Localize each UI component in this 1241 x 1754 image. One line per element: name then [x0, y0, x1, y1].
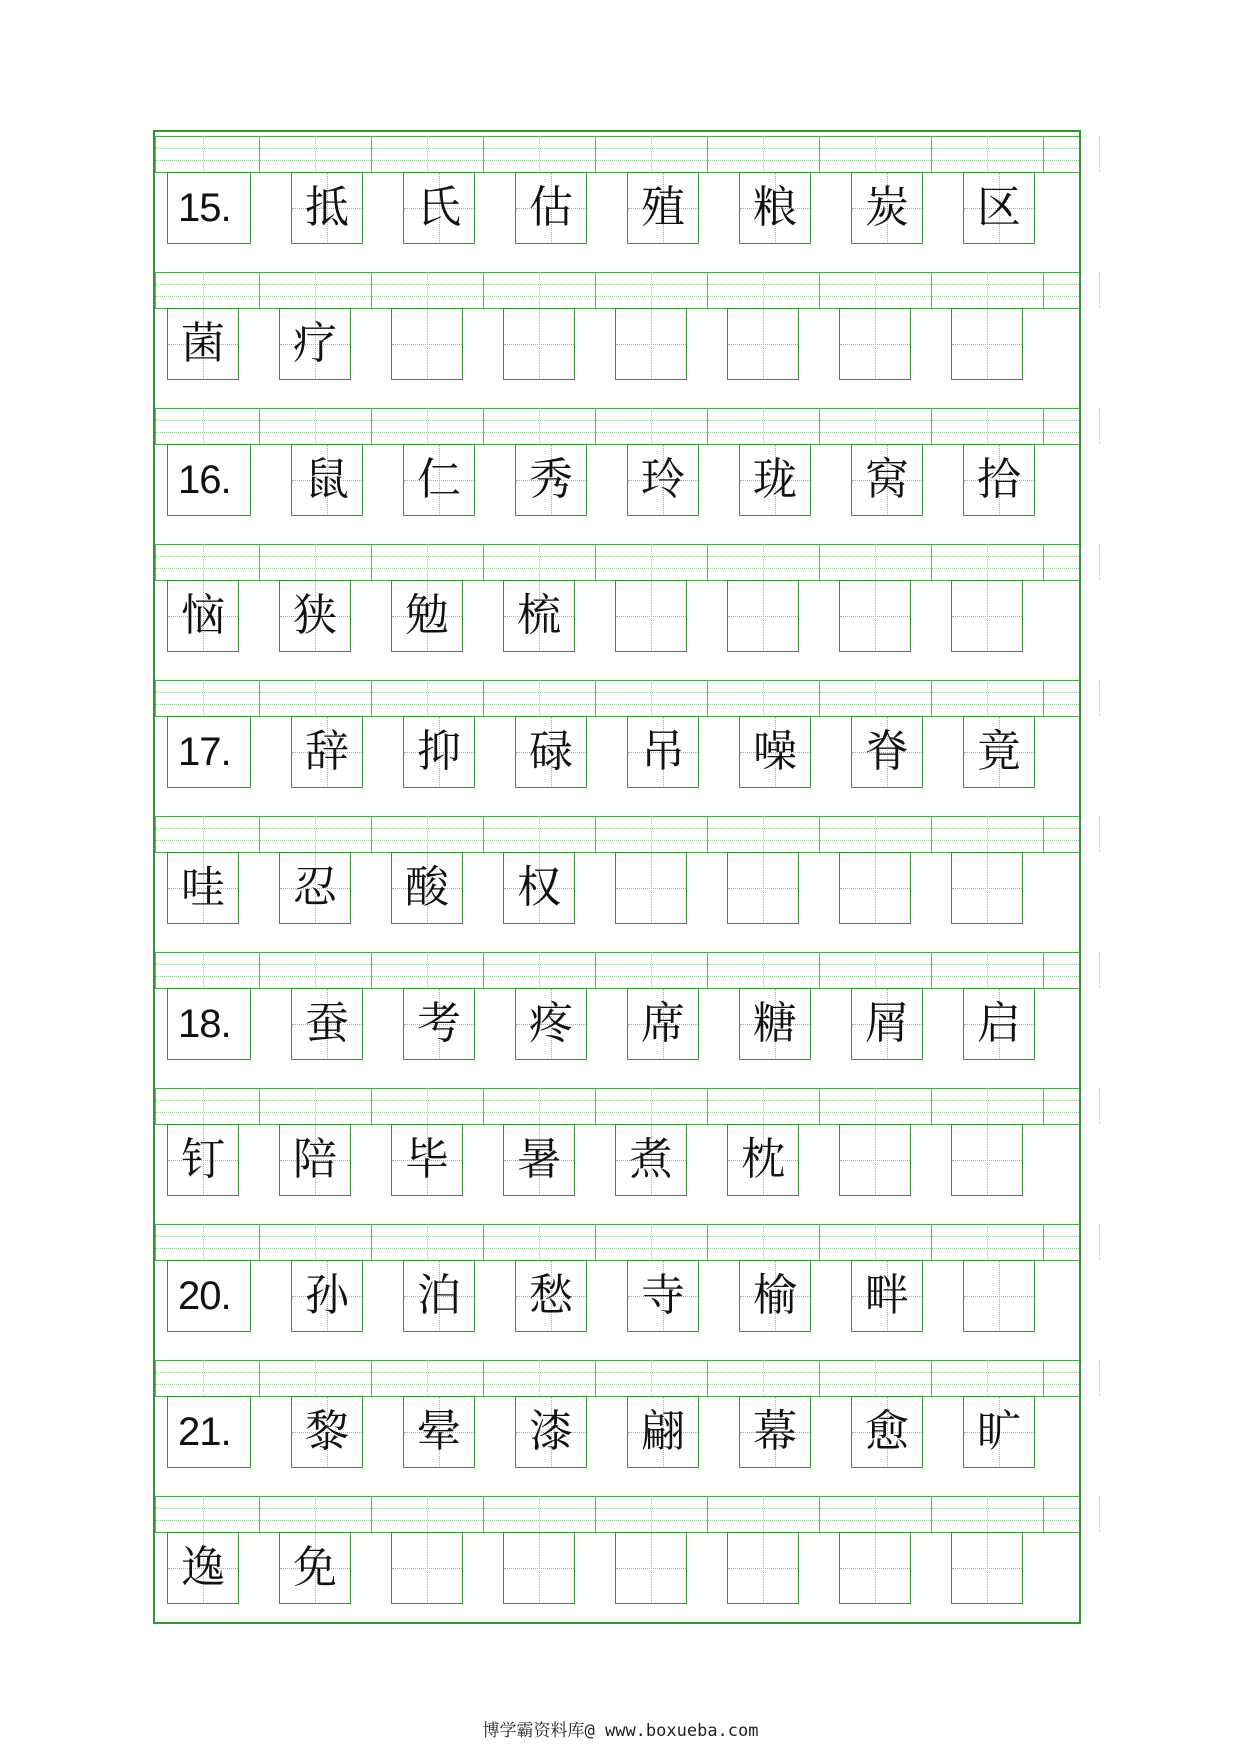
writing-row-group — [155, 1496, 1079, 1604]
empty-cell — [503, 1532, 575, 1604]
practice-character: 疼 — [529, 998, 573, 1049]
practice-character: 鼠 — [305, 454, 349, 505]
practice-character: 畔 — [865, 1270, 909, 1321]
character-cell — [403, 444, 475, 516]
practice-character: 恼 — [181, 590, 225, 641]
character-cell — [851, 1260, 923, 1332]
character-cell — [391, 852, 463, 924]
practice-character: 枕 — [741, 1134, 785, 1185]
practice-character: 噪 — [753, 726, 797, 777]
practice-character: 糖 — [753, 998, 797, 1049]
practice-character: 暑 — [517, 1134, 561, 1185]
practice-character: 脊 — [865, 726, 909, 777]
empty-cell — [615, 1532, 687, 1604]
character-cell — [963, 716, 1035, 788]
empty-cell — [839, 852, 911, 924]
empty-cell — [391, 308, 463, 380]
row-number: 15. — [178, 186, 231, 230]
practice-character: 粮 — [753, 182, 797, 233]
practice-character: 幕 — [753, 1406, 797, 1457]
character-cell — [515, 1396, 587, 1468]
character-cell — [963, 444, 1035, 516]
character-cell — [279, 308, 351, 380]
practice-character: 梳 — [517, 590, 561, 641]
practice-grid-sheet — [153, 130, 1081, 1624]
practice-character: 竟 — [977, 726, 1021, 777]
practice-character: 菌 — [181, 318, 225, 369]
character-cell — [627, 1260, 699, 1332]
character-row — [155, 1260, 1079, 1332]
practice-character: 玲 — [641, 454, 685, 505]
practice-character: 煮 — [629, 1134, 673, 1185]
practice-character: 钉 — [181, 1134, 225, 1185]
character-cell — [515, 716, 587, 788]
character-cell — [503, 852, 575, 924]
practice-character: 愈 — [865, 1406, 909, 1457]
character-row — [155, 444, 1079, 516]
empty-cell — [951, 1532, 1023, 1604]
practice-character: 屑 — [865, 998, 909, 1049]
writing-row-group — [155, 952, 1079, 1060]
writing-row-group — [155, 680, 1079, 788]
row-number-cell — [167, 444, 251, 516]
practice-character: 疗 — [293, 318, 337, 369]
empty-cell — [963, 1260, 1035, 1332]
empty-cell — [839, 1124, 911, 1196]
practice-character: 翩 — [641, 1406, 685, 1457]
empty-cell — [951, 852, 1023, 924]
character-cell — [963, 1396, 1035, 1468]
character-cell — [515, 1260, 587, 1332]
empty-cell — [839, 308, 911, 380]
practice-character: 忍 — [293, 862, 337, 913]
practice-character: 炭 — [865, 182, 909, 233]
character-row — [155, 716, 1079, 788]
practice-character: 启 — [977, 998, 1021, 1049]
empty-cell — [839, 1532, 911, 1604]
pinyin-band — [155, 952, 1079, 988]
character-cell — [403, 988, 475, 1060]
practice-character: 逸 — [181, 1542, 225, 1593]
character-cell — [291, 1396, 363, 1468]
character-cell — [503, 580, 575, 652]
practice-character: 抑 — [417, 726, 461, 777]
pinyin-band — [155, 1088, 1079, 1124]
character-cell — [627, 172, 699, 244]
row-number-cell — [167, 988, 251, 1060]
character-cell — [403, 1260, 475, 1332]
character-cell — [515, 988, 587, 1060]
character-row — [155, 988, 1079, 1060]
character-cell — [627, 716, 699, 788]
character-cell — [279, 580, 351, 652]
character-cell — [403, 172, 475, 244]
practice-character: 辞 — [305, 726, 349, 777]
character-cell — [167, 852, 239, 924]
pinyin-band — [155, 1360, 1079, 1396]
practice-character: 珑 — [753, 454, 797, 505]
empty-cell — [615, 852, 687, 924]
character-cell — [291, 716, 363, 788]
practice-character: 勉 — [405, 590, 449, 641]
practice-character: 殖 — [641, 182, 685, 233]
writing-row-group — [155, 408, 1079, 516]
practice-character: 免 — [293, 1542, 337, 1593]
empty-cell — [951, 580, 1023, 652]
pinyin-band — [155, 136, 1079, 172]
practice-character: 旷 — [977, 1406, 1021, 1457]
character-cell — [279, 1532, 351, 1604]
empty-cell — [839, 580, 911, 652]
writing-row-group — [155, 544, 1079, 652]
character-cell — [739, 716, 811, 788]
row-number-cell — [167, 1396, 251, 1468]
empty-cell — [615, 580, 687, 652]
character-cell — [391, 580, 463, 652]
character-cell — [167, 1124, 239, 1196]
page-footer: 博学霸资料库@ www.boxueba.com — [482, 1721, 759, 1741]
practice-character: 权 — [517, 862, 561, 913]
practice-character: 拾 — [977, 454, 1021, 505]
character-cell — [851, 716, 923, 788]
pinyin-band — [155, 272, 1079, 308]
practice-character: 泊 — [417, 1270, 461, 1321]
character-cell — [963, 172, 1035, 244]
character-row — [155, 1396, 1079, 1468]
character-cell — [851, 444, 923, 516]
pinyin-band — [155, 680, 1079, 716]
writing-row-group — [155, 1088, 1079, 1196]
empty-cell — [951, 1124, 1023, 1196]
character-cell — [291, 988, 363, 1060]
character-cell — [739, 1396, 811, 1468]
practice-character: 漆 — [529, 1406, 573, 1457]
character-cell — [851, 988, 923, 1060]
practice-character: 榆 — [753, 1270, 797, 1321]
practice-character: 考 — [417, 998, 461, 1049]
character-cell — [279, 852, 351, 924]
character-cell — [403, 1396, 475, 1468]
character-row — [155, 852, 1079, 924]
pinyin-band — [155, 1496, 1079, 1532]
row-number-cell — [167, 1260, 251, 1332]
pinyin-band — [155, 544, 1079, 580]
character-cell — [615, 1124, 687, 1196]
empty-cell — [503, 308, 575, 380]
writing-row-group — [155, 1360, 1079, 1468]
practice-character: 席 — [641, 998, 685, 1049]
character-cell — [291, 444, 363, 516]
practice-character: 愁 — [529, 1270, 573, 1321]
practice-character: 氏 — [417, 182, 461, 233]
practice-character: 孙 — [305, 1270, 349, 1321]
empty-cell — [615, 308, 687, 380]
character-cell — [167, 580, 239, 652]
practice-character: 晕 — [417, 1406, 461, 1457]
row-number: 21. — [178, 1410, 231, 1454]
practice-character: 陪 — [293, 1134, 337, 1185]
row-number-cell — [167, 172, 251, 244]
practice-character: 区 — [977, 182, 1021, 233]
practice-character: 酸 — [405, 862, 449, 913]
writing-row-group — [155, 1224, 1079, 1332]
character-cell — [291, 1260, 363, 1332]
character-cell — [739, 444, 811, 516]
character-cell — [727, 1124, 799, 1196]
practice-character: 狭 — [293, 590, 337, 641]
character-cell — [403, 716, 475, 788]
empty-cell — [951, 308, 1023, 380]
empty-cell — [727, 852, 799, 924]
character-row — [155, 1124, 1079, 1196]
practice-character: 寺 — [641, 1270, 685, 1321]
practice-character: 抵 — [305, 182, 349, 233]
pinyin-band — [155, 1224, 1079, 1260]
practice-character: 毕 — [405, 1134, 449, 1185]
empty-cell — [727, 308, 799, 380]
row-number: 16. — [178, 458, 231, 502]
character-cell — [627, 444, 699, 516]
character-row — [155, 580, 1079, 652]
empty-cell — [727, 580, 799, 652]
character-row — [155, 172, 1079, 244]
character-row — [155, 308, 1079, 380]
practice-character: 仁 — [417, 454, 461, 505]
writing-row-group — [155, 136, 1079, 244]
character-cell — [851, 1396, 923, 1468]
character-cell — [515, 172, 587, 244]
practice-character: 窝 — [865, 454, 909, 505]
character-row — [155, 1532, 1079, 1604]
empty-cell — [391, 1532, 463, 1604]
character-cell — [963, 988, 1035, 1060]
character-cell — [503, 1124, 575, 1196]
pinyin-band — [155, 816, 1079, 852]
character-cell — [851, 172, 923, 244]
character-cell — [739, 172, 811, 244]
practice-character: 估 — [529, 182, 573, 233]
character-cell — [291, 172, 363, 244]
row-number: 17. — [178, 730, 231, 774]
practice-character: 蚕 — [305, 998, 349, 1049]
writing-row-group — [155, 816, 1079, 924]
pinyin-band — [155, 408, 1079, 444]
writing-row-group — [155, 272, 1079, 380]
practice-character: 哇 — [181, 862, 225, 913]
row-number: 18. — [178, 1002, 231, 1046]
character-cell — [167, 1532, 239, 1604]
character-cell — [515, 444, 587, 516]
character-cell — [627, 988, 699, 1060]
character-cell — [739, 1260, 811, 1332]
row-number: 20. — [178, 1274, 231, 1318]
practice-character: 秀 — [529, 454, 573, 505]
practice-character: 吊 — [641, 726, 685, 777]
character-cell — [739, 988, 811, 1060]
character-cell — [627, 1396, 699, 1468]
row-number-cell — [167, 716, 251, 788]
empty-cell — [727, 1532, 799, 1604]
character-cell — [391, 1124, 463, 1196]
character-cell — [279, 1124, 351, 1196]
character-cell — [167, 308, 239, 380]
practice-character: 碌 — [529, 726, 573, 777]
practice-character: 黎 — [305, 1406, 349, 1457]
